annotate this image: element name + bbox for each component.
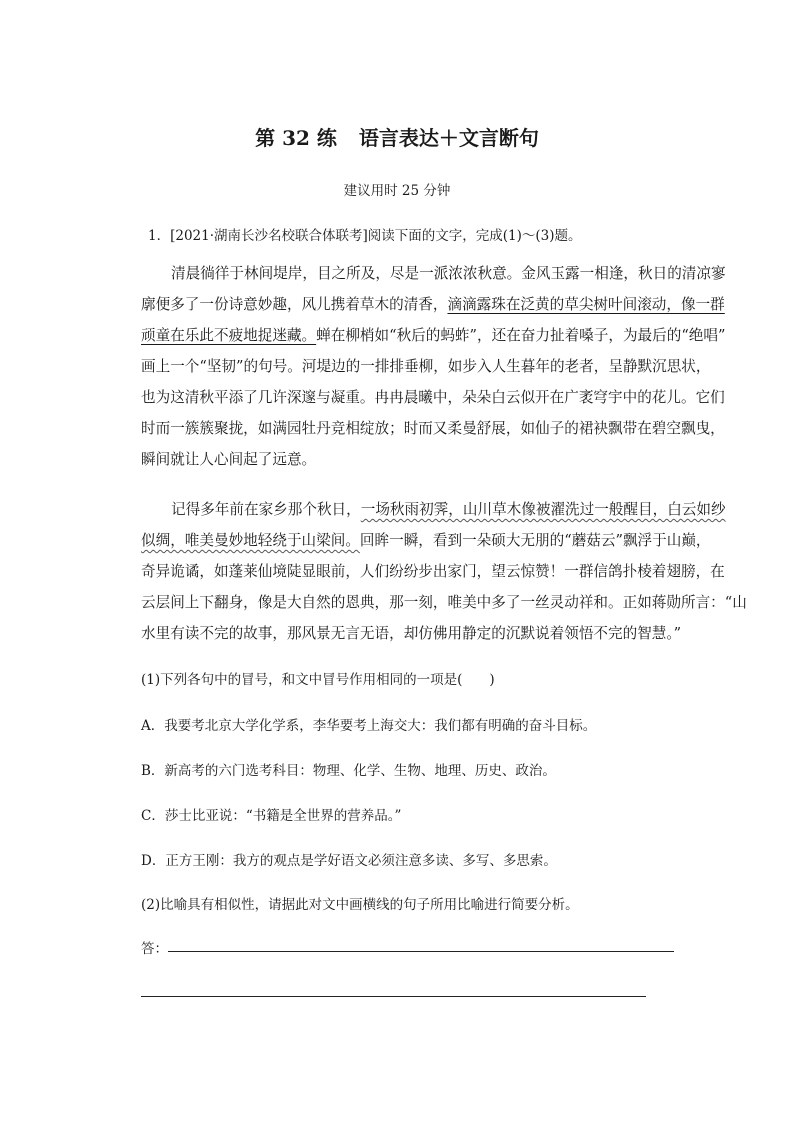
- option-a: A．我要考北京大学化学系，李华要考上海交大：我们都有明确的奋斗目标。: [141, 718, 597, 734]
- passage-line: 时而一簇簇聚拢，如满园牡丹竞相绽放；时而又柔曼舒展，如仙子的裙袂飘带在碧空飘曳，: [141, 420, 725, 437]
- passage-line: 瞬间就让人心间起了远意。: [141, 451, 317, 468]
- passage-paragraph-2: [141, 494, 747, 649]
- answer-blank-line[interactable]: [168, 951, 674, 952]
- passage-line: 似绸，唯美曼妙地轻绕于山梁间。回眸一瞬，看到一朵硕大无朋的“蘑菇云”飘浮于山巅，: [141, 532, 711, 549]
- passage-line: 也为这清秋平添了几许深邃与凝重。冉冉晨曦中，朵朵白云似开在广袤穹宇中的花儿。它们: [141, 389, 725, 406]
- passage-line: 水里有读不完的故事，那风景无言无语，却仿佛用静定的沉默说着领悟不完的智慧。”: [141, 625, 682, 642]
- exercise-number: 第 32 练: [255, 126, 337, 150]
- suggested-time: 建议用时 25 分钟: [343, 183, 451, 199]
- wavy-underlined-sentence: 似绸，唯美曼妙地轻绕于山梁间。: [141, 532, 360, 549]
- exercise-title: 语言表达＋文言断句: [358, 126, 539, 150]
- passage-line: 清晨徜徉于林间堤岸，目之所及，尽是一派浓浓秋意。金风玉露一相逢，秋日的清凉寥: [171, 265, 726, 282]
- page-title: [0, 122, 794, 151]
- answer-label: 答：: [141, 941, 168, 957]
- underlined-sentence: 顽童在乐此不疲地捉迷藏。: [141, 327, 317, 344]
- passage-paragraph-1: [141, 258, 726, 475]
- sub-question-1: (1)下列各句中的冒号，和文中冒号作用相同的一项是( ): [141, 672, 495, 688]
- sub-question-2: (2)比喻具有相似性，请据此对文中画横线的句子所用比喻进行简要分析。: [141, 897, 579, 913]
- option-d: D．正方王刚：我方的观点是学好语文必须注意多读、多写、多思索。: [141, 853, 557, 869]
- passage-line: 奇异诡谲，如蓬莱仙境陡显眼前，人们纷纷步出家门，望云惊赞！一群信鸽扑棱着翅膀，在: [141, 563, 725, 580]
- question-1-heading: 1．[2021·湖南长沙名校联合体联考]阅读下面的文字，完成(1)～(3)题。: [148, 228, 582, 244]
- underlined-sentence: 滴滴露珠在泛黄的草尖树叶间滚动，像一群: [447, 296, 725, 313]
- option-c: C．莎士比亚说：“书籍是全世界的营养品。”: [141, 808, 402, 824]
- wavy-underlined-sentence: 一场秋雨初霁，山川草木像被濯洗过一般醒目，白云如纱: [360, 501, 726, 518]
- answer-blank-line[interactable]: [141, 996, 646, 997]
- passage-line: 云层间上下翻身，像是大自然的恩典，那一刻，唯美中多了一丝灵动祥和。正如蒋勋所言：“山: [141, 594, 747, 611]
- passage-line: 廓便多了一份诗意妙趣，风儿携着草木的清香，滴滴露珠在泛黄的草尖树叶间滚动，像一群: [141, 296, 725, 313]
- passage-line: 画上一个“坚韧”的句号。河堤边的一排排垂柳，如步入人生暮年的老者，呈静默沉思状，: [141, 358, 711, 375]
- option-b: B．新高考的六门选考科目：物理、化学、生物、地理、历史、政治。: [141, 763, 556, 779]
- passage-line: 顽童在乐此不疲地捉迷藏。蝉在柳梢如“秋后的蚂蚱”，还在奋力扯着嗓子，为最后的“绝唱”: [141, 327, 726, 344]
- passage-line: 记得多年前在家乡那个秋日，一场秋雨初霁，山川草木像被濯洗过一般醒目，白云如纱: [171, 501, 726, 518]
